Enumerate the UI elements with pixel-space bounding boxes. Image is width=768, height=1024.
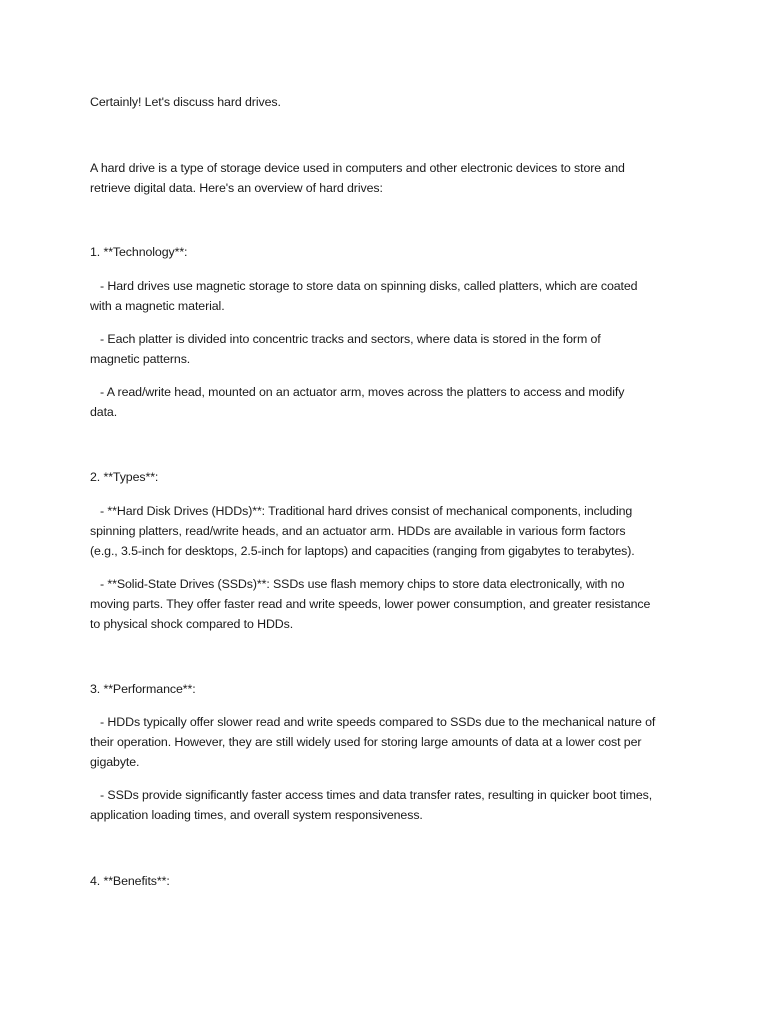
section-heading-technology: 1. **Technology**: <box>90 245 188 259</box>
technology-bullet-1: - Hard drives use magnetic storage to store data on spinning disks, called platters, which are coated with a magnetic material. <box>90 279 638 313</box>
section-heading-performance: 3. **Performance**: <box>90 682 196 696</box>
intro-line: Certainly! Let's discuss hard drives. <box>90 95 281 109</box>
types-bullet-hdd: - **Hard Disk Drives (HDDs)**: Traditional hard drives consist of mechanical components, including spinning platters, read/write heads, and an actuator arm. HDDs are available in various form factors (e.g., 3.5-inch for desktops, 2.5-inch for laptops) and capacities (ranging from gigabytes to terabytes). <box>90 504 635 558</box>
performance-bullet-hdd: - HDDs typically offer slower read and write speeds compared to SSDs due to the mechanical nature of their operation. However, they are still widely used for storing large amounts of data at a lower cost per gigabyte. <box>90 715 656 769</box>
performance-bullet-ssd: - SSDs provide significantly faster access times and data transfer rates, resulting in quicker boot times, application loading times, and overall system responsiveness. <box>90 788 653 822</box>
technology-bullet-2: - Each platter is divided into concentric tracks and sectors, where data is stored in the form of magnetic patterns. <box>90 332 601 366</box>
technology-bullet-3: - A read/write head, mounted on an actuator arm, moves across the platters to access and modify data. <box>90 385 625 419</box>
types-bullet-ssd: - **Solid-State Drives (SSDs)**: SSDs use flash memory chips to store data electronically, with no moving parts. They offer faster read and write speeds, lower power consumption, and greater resistance to physical shock compared to HDDs. <box>90 577 651 631</box>
section-heading-benefits: 4. **Benefits**: <box>90 874 170 888</box>
overview-paragraph: A hard drive is a type of storage device used in computers and other electronic devices to store and retrieve digital data. Here's an overview of hard drives: <box>90 161 625 195</box>
section-heading-types: 2. **Types**: <box>90 470 159 484</box>
